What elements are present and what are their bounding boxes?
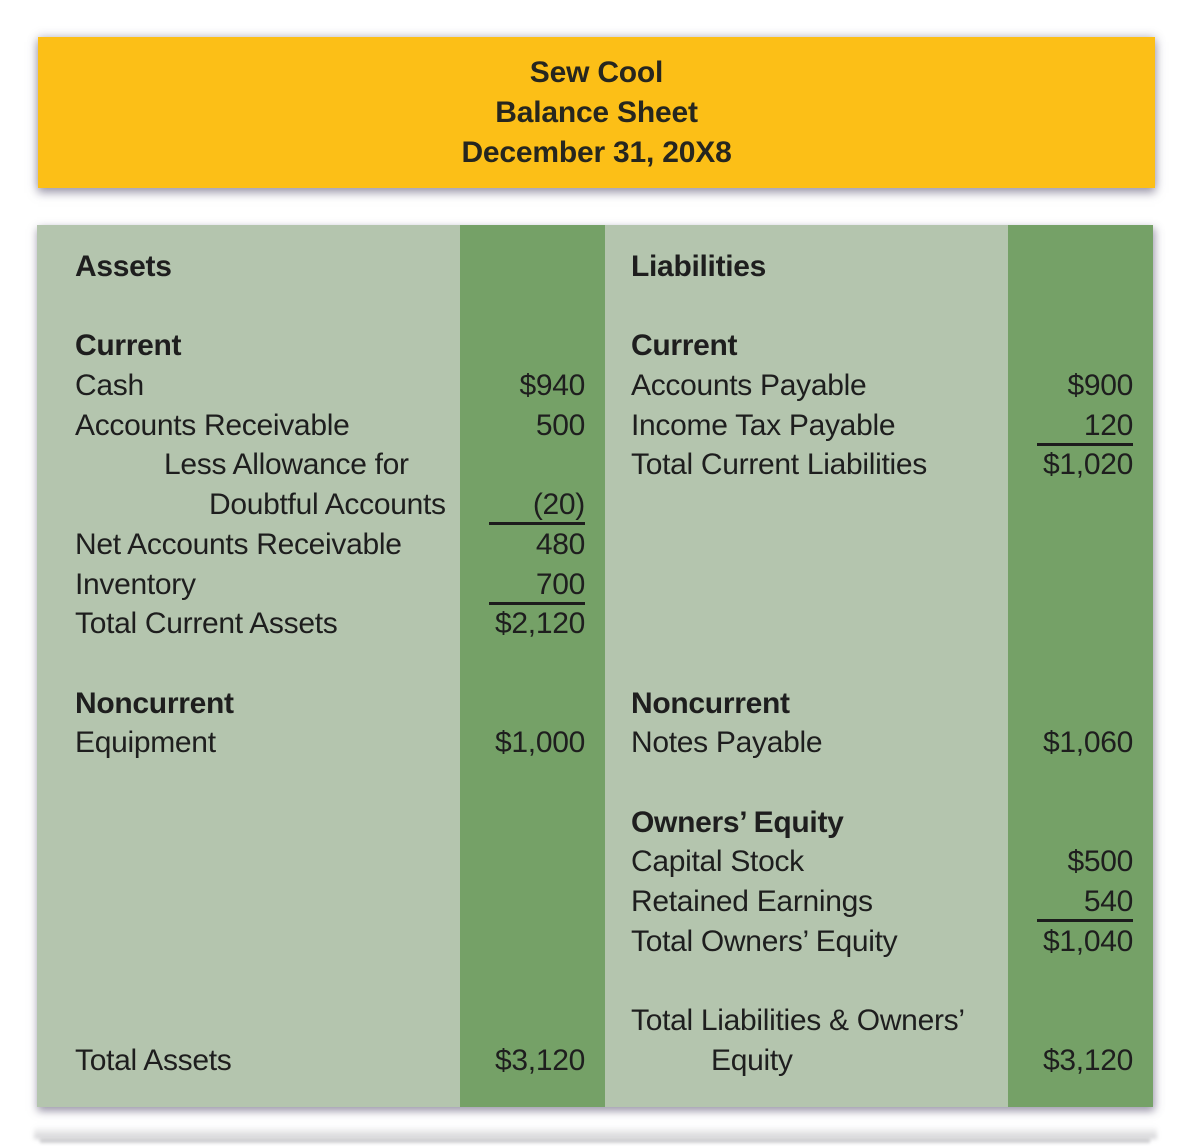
statement-title: Balance Sheet [495, 95, 698, 129]
total-liabilities-equity-value: $3,120 [1043, 1043, 1133, 1077]
total-liabilities-equity-label-line1: Total Liabilities & Owners’ [631, 1004, 965, 1038]
retained-earnings-label: Retained Earnings [631, 885, 873, 918]
total-current-assets-value: $2,120 [495, 607, 585, 641]
accounts-payable-value: $900 [1067, 369, 1133, 403]
sheet-row [37, 842, 1153, 882]
assets-section-label: Assets [75, 250, 172, 283]
notes-payable-label: Notes Payable [631, 726, 823, 760]
noncurrent-liabilities-heading: Noncurrent [631, 686, 790, 720]
net-accounts-receivable-label: Net Accounts Receivable [75, 527, 402, 561]
total-current-liabilities-value: $1,020 [1043, 448, 1133, 482]
sheet-row-blank [37, 763, 1153, 803]
notes-payable-value: $1,060 [1043, 726, 1133, 760]
sheet-row [37, 247, 1153, 287]
sheet-row-blank [37, 961, 1153, 1001]
balance-sheet-rows [37, 247, 1153, 1080]
statement-date: December 31, 20X8 [461, 135, 732, 169]
sheet-row [37, 1041, 1153, 1081]
sheet-row-blank [37, 287, 1153, 327]
sheet-row-blank [37, 644, 1153, 684]
net-accounts-receivable-value: 480 [535, 527, 585, 561]
sheet-row [37, 406, 1153, 446]
sheet-row [37, 604, 1153, 644]
sheet-row [37, 525, 1153, 565]
total-assets-value: $3,120 [495, 1043, 585, 1077]
total-liabilities-equity-label-line2: Equity [711, 1043, 793, 1077]
accounts-payable-label: Accounts Payable [631, 369, 867, 403]
less-allowance-label-line2: Doubtful Accounts [209, 488, 446, 522]
income-tax-payable-value: 120 [1037, 406, 1133, 446]
bottom-crop-line [40, 1139, 1150, 1143]
total-owners-equity-value: $1,040 [1043, 924, 1133, 958]
liabilities-section-label: Liabilities [631, 250, 767, 283]
capital-stock-label: Capital Stock [631, 845, 804, 879]
cash-value: $940 [519, 369, 585, 403]
title-banner [38, 37, 1155, 188]
inventory-value: 700 [489, 565, 585, 605]
sheet-row [37, 366, 1153, 406]
noncurrent-assets-heading: Noncurrent [75, 686, 234, 720]
current-liabilities-heading: Current [631, 329, 738, 363]
total-owners-equity-label: Total Owners’ Equity [631, 924, 898, 958]
total-current-assets-label: Total Current Assets [75, 607, 338, 641]
accounts-receivable-value: 500 [535, 408, 585, 442]
equipment-value: $1,000 [495, 726, 585, 760]
balance-sheet-panel [37, 225, 1153, 1107]
sheet-row [37, 684, 1153, 724]
sheet-row [37, 1001, 1153, 1041]
equipment-label: Equipment [75, 726, 216, 760]
retained-earnings-value: 540 [1037, 882, 1133, 922]
allowance-doubtful-accounts-value: (20) [489, 485, 585, 525]
inventory-label: Inventory [75, 567, 196, 601]
sheet-row [37, 445, 1153, 485]
sheet-row [37, 803, 1153, 843]
owners-equity-heading: Owners’ Equity [631, 805, 844, 839]
accounts-receivable-label: Accounts Receivable [75, 408, 350, 442]
current-assets-heading: Current [75, 329, 182, 363]
cash-label: Cash [75, 369, 144, 403]
income-tax-payable-label: Income Tax Payable [631, 408, 896, 442]
bottom-crop-shadow [34, 1126, 1157, 1139]
total-current-liabilities-label: Total Current Liabilities [631, 448, 927, 482]
sheet-row [37, 723, 1153, 763]
total-assets-label: Total Assets [75, 1043, 232, 1077]
less-allowance-label-line1: Less Allowance for [164, 448, 409, 482]
sheet-row [37, 326, 1153, 366]
company-name: Sew Cool [529, 55, 664, 89]
sheet-row [37, 882, 1153, 922]
capital-stock-value: $500 [1067, 845, 1133, 879]
sheet-row [37, 485, 1153, 525]
sheet-row [37, 922, 1153, 962]
sheet-row [37, 565, 1153, 605]
